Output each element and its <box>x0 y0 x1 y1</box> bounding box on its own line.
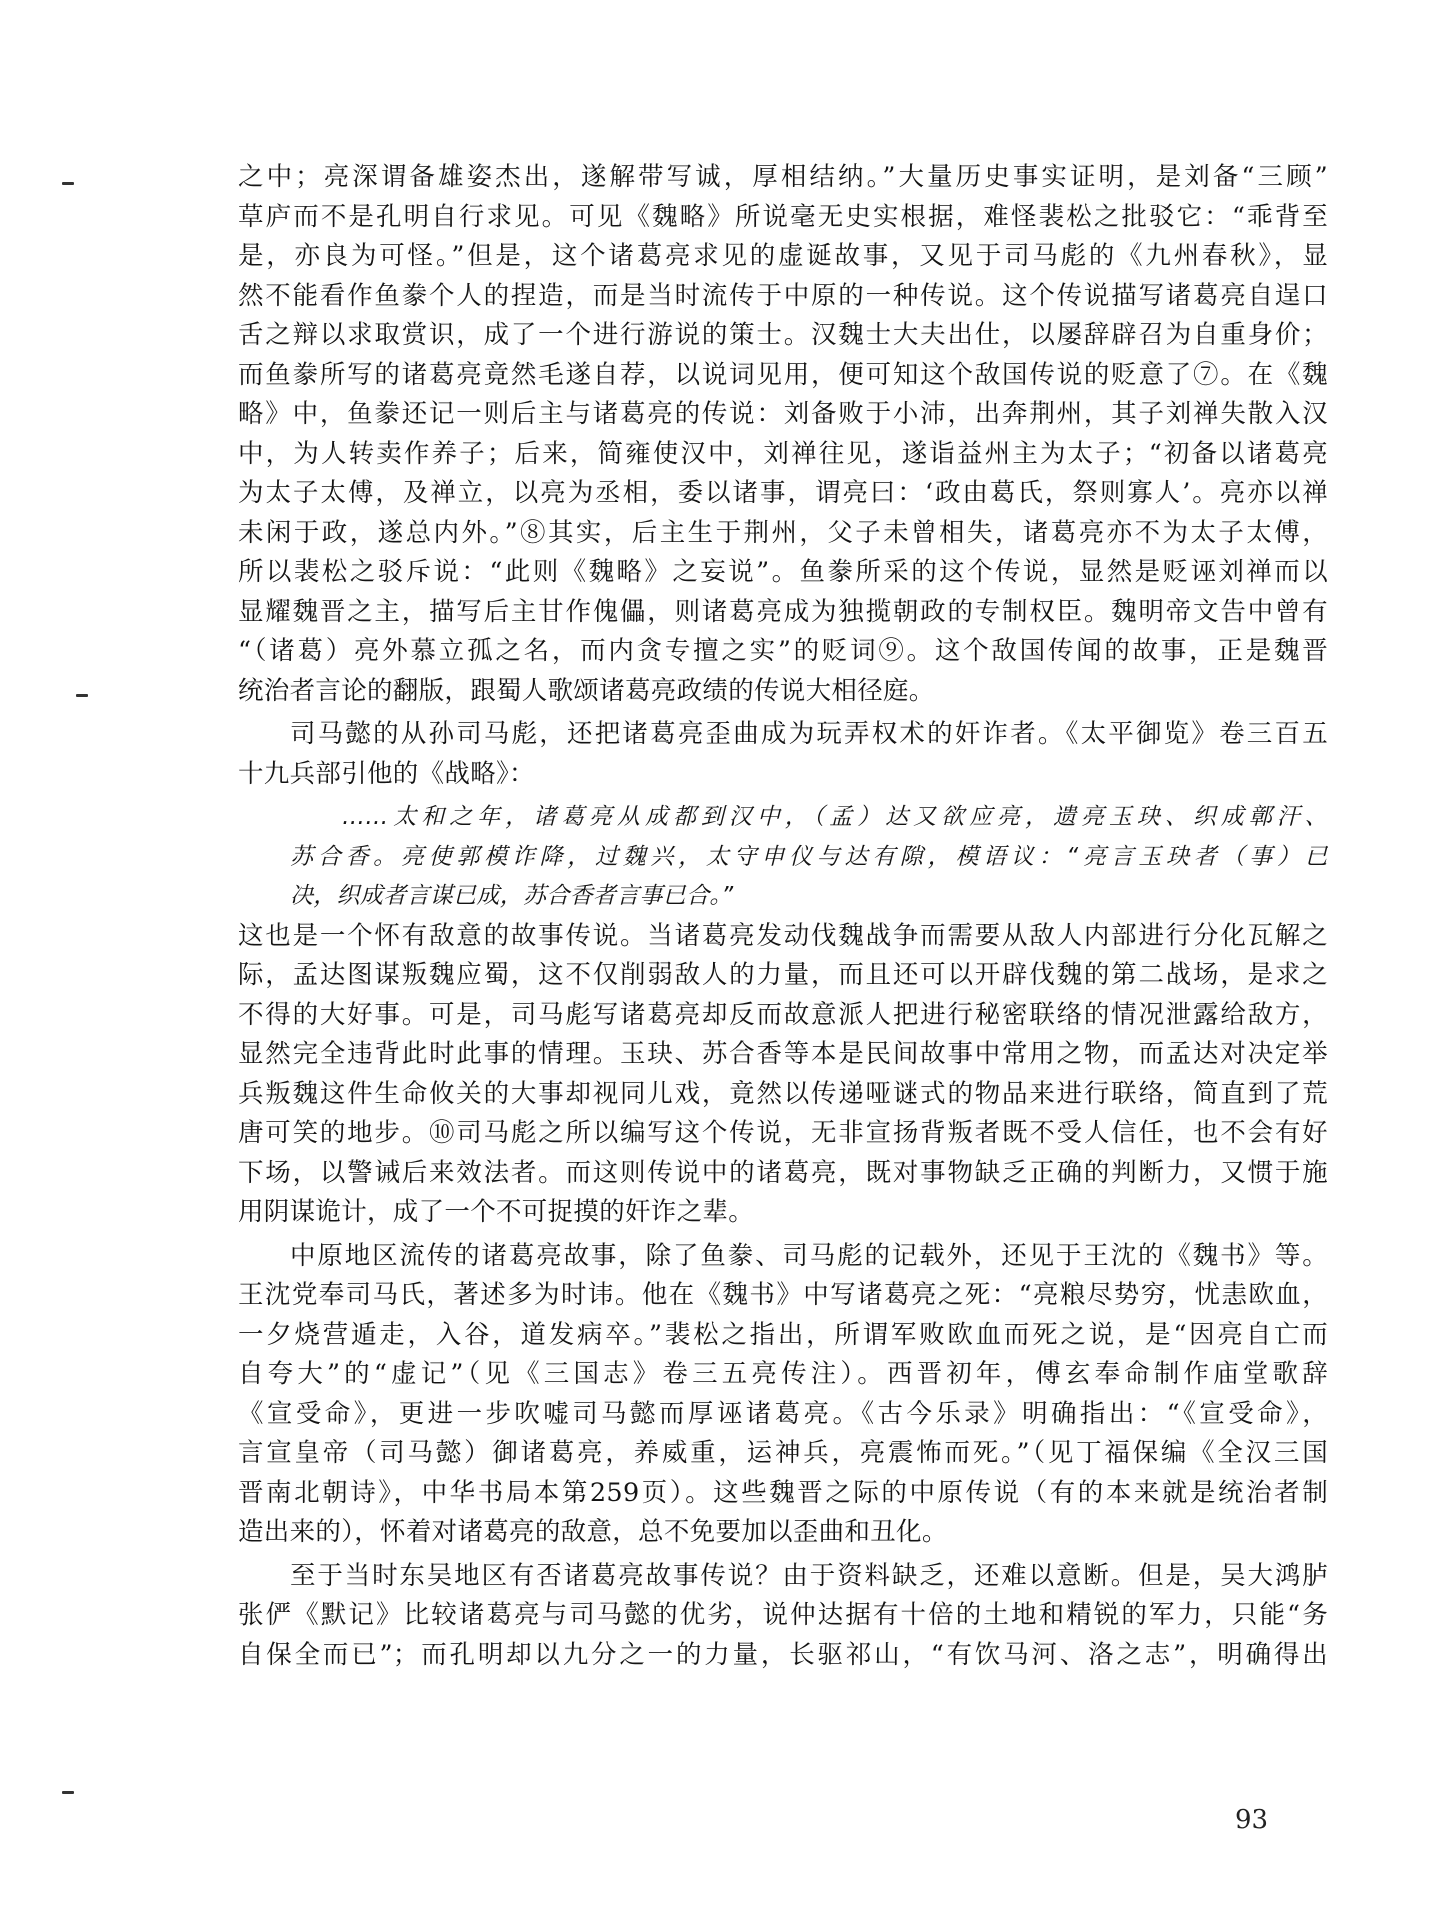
text-line: “（诸葛）亮外慕立孤之名，而内贪专擅之实”的贬词⑨。这个敌国传闻的故事，正是魏晋 <box>238 636 1328 666</box>
margin-mark <box>62 1791 74 1794</box>
text-line: 然不能看作鱼豢个人的捏造，而是当时流传于中原的一种传说。这个传说描写诸葛亮自逞口 <box>238 280 1328 311</box>
text-line: 张俨《默记》比较诸葛亮与司马懿的优劣，说仲达据有十倍的土地和精锐的军力，只能“务 <box>238 1600 1328 1630</box>
text-line: 下场，以警诫后来效法者。而这则传说中的诸葛亮，既对事物缺乏正确的判断力，又惯于施 <box>238 1157 1328 1188</box>
text-line: 草庐而不是孔明自行求见。可见《魏略》所说毫无史实根据，难怪裴松之批驳它：“乖背至 <box>238 201 1328 232</box>
margin-mark <box>62 182 74 185</box>
text-line: 为太子太傅，及禅立，以亮为丞相，委以诸事，谓亮曰：‘政由葛氏，祭则寡人’。亮亦以禅 <box>238 478 1328 508</box>
text-line: 这也是一个怀有敌意的故事传说。当诸葛亮发动伐魏战争而需要从敌人内部进行分化瓦解之 <box>238 920 1328 951</box>
text-line: 自夸大”的“虚记”（见《三国志》卷三五亮传注）。西晋初年，傅玄奉命制作庙堂歌辞 <box>238 1359 1328 1389</box>
text-line: 是，亦良为可怪。”但是，这个诸葛亮求见的虚诞故事，又见于司马彪的《九州春秋》，显 <box>238 241 1328 271</box>
text-line: 而鱼豢所写的诸葛亮竟然毛遂自荐，以说词见用，便可知这个敌国传说的贬意了⑦。在《魏 <box>238 359 1328 390</box>
text-line: 显然完全违背此时此事的情理。玉玦、苏合香等本是民间故事中常用之物，而孟达对决定举 <box>238 1039 1328 1069</box>
body-text <box>238 158 1328 1675</box>
text-line: 中原地区流传的诸葛亮故事，除了鱼豢、司马彪的记载外，还见于王沈的《魏书》等。 <box>290 1240 1328 1271</box>
text-line: 际，孟达图谋叛魏应蜀，这不仅削弱敌人的力量，而且还可以开辟伐魏的第二战场，是求之 <box>238 960 1328 990</box>
text-line: 未闲于政，遂总内外。”⑧其实，后主生于荆州，父子未曾相失，诸葛亮亦不为太子太傅， <box>238 517 1328 548</box>
text-line: 兵叛魏这件生命攸关的大事却视同儿戏，竟然以传递哑谜式的物品来进行联络，简直到了荒 <box>238 1078 1328 1109</box>
text-line: 言宣皇帝（司马懿）御诸葛亮，养威重，运神兵，亮震怖而死。”（见丁福保编《全汉三国 <box>238 1438 1328 1468</box>
quote-line: ……太和之年，诸葛亮从成都到汉中，（孟）达又欲应亮，遗亮玉玦、织成鄣汗、 <box>342 804 1328 830</box>
text-line: 略》中，鱼豢还记一则后主与诸葛亮的传说：刘备败于小沛，出奔荆州，其子刘禅失散入汉 <box>238 399 1328 429</box>
text-line: 所以裴松之驳斥说：“此则《魏略》之妄说”。鱼豢所采的这个传说，显然是贬诬刘禅而以 <box>238 557 1328 587</box>
text-line: 唐可笑的地步。⑩司马彪之所以编写这个传说，无非宣扬背叛者既不受人信任，也不会有好 <box>238 1118 1328 1148</box>
text-line: 晋南北朝诗》，中华书局本第259页）。这些魏晋之际的中原传说（有的本来就是统治者制 <box>238 1477 1328 1508</box>
quote-line: 苏合香。亮使郭模诈降，过魏兴，太守申仪与达有隙，模语议：“亮言玉玦者（事）已 <box>290 843 1328 870</box>
text-line: 王沈党奉司马氏，著述多为时讳。他在《魏书》中写诸葛亮之死：“亮粮尽势穷，忧恚欧血， <box>238 1280 1328 1310</box>
text-line: 一夕烧营遁走，入谷，道发病卒。”裴松之指出，所谓军败欧血而死之说，是“因亮自亡而 <box>238 1319 1328 1350</box>
margin-mark <box>76 694 88 697</box>
text-line: 《宣受命》，更进一步吹嘘司马懿而厚诬诸葛亮。《古今乐录》明确指出：“《宣受命》， <box>238 1398 1328 1429</box>
text-line: 造出来的），怀着对诸葛亮的敌意，总不免要加以歪曲和丑化。 <box>238 1517 948 1547</box>
text-line: 统治者言论的翻版，跟蜀人歌颂诸葛亮政绩的传说大相径庭。 <box>238 675 935 706</box>
text-line: 舌之辩以求取赏识，成了一个进行游说的策士。汉魏士大夫出仕，以屡辞辟召为自重身价； <box>238 320 1328 350</box>
text-line: 显耀魏晋之主，描写后主甘作傀儡，则诸葛亮成为独揽朝政的专制权臣。魏明帝文告中曾有 <box>238 596 1328 627</box>
text-line: 十九兵部引他的《战略》： <box>238 758 535 789</box>
text-line: 自保全而已”；而孔明却以九分之一的力量，长驱祁山，“有饮马河、洛之志”，明确得出 <box>238 1639 1328 1670</box>
text-line: 司马懿的从孙司马彪，还把诸葛亮歪曲成为玩弄权术的奸诈者。《太平御览》卷三百五 <box>290 719 1328 749</box>
page-number: 93 <box>1235 1805 1269 1835</box>
text-line: 中，为人转卖作养子；后来，简雍使汉中，刘禅往见，遂诣益州主为太子；“初备以诸葛亮 <box>238 438 1328 469</box>
text-line: 至于当时东吴地区有否诸葛亮故事传说？由于资料缺乏，还难以意断。但是，吴大鸿胪 <box>290 1560 1328 1591</box>
text-line: 用阴谋诡计，成了一个不可捉摸的奸诈之辈。 <box>238 1197 755 1227</box>
text-line: 之中；亮深谓备雄姿杰出，遂解带写诚，厚相结纳。”大量历史事实证明，是刘备“三顾” <box>238 162 1328 192</box>
text-line: 不得的大好事。可是，司马彪写诸葛亮却反而故意派人把进行秘密联络的情况泄露给敌方， <box>238 999 1328 1030</box>
quote-line: 决，织成者言谋已成，苏合香者言事已合。” <box>290 883 734 909</box>
